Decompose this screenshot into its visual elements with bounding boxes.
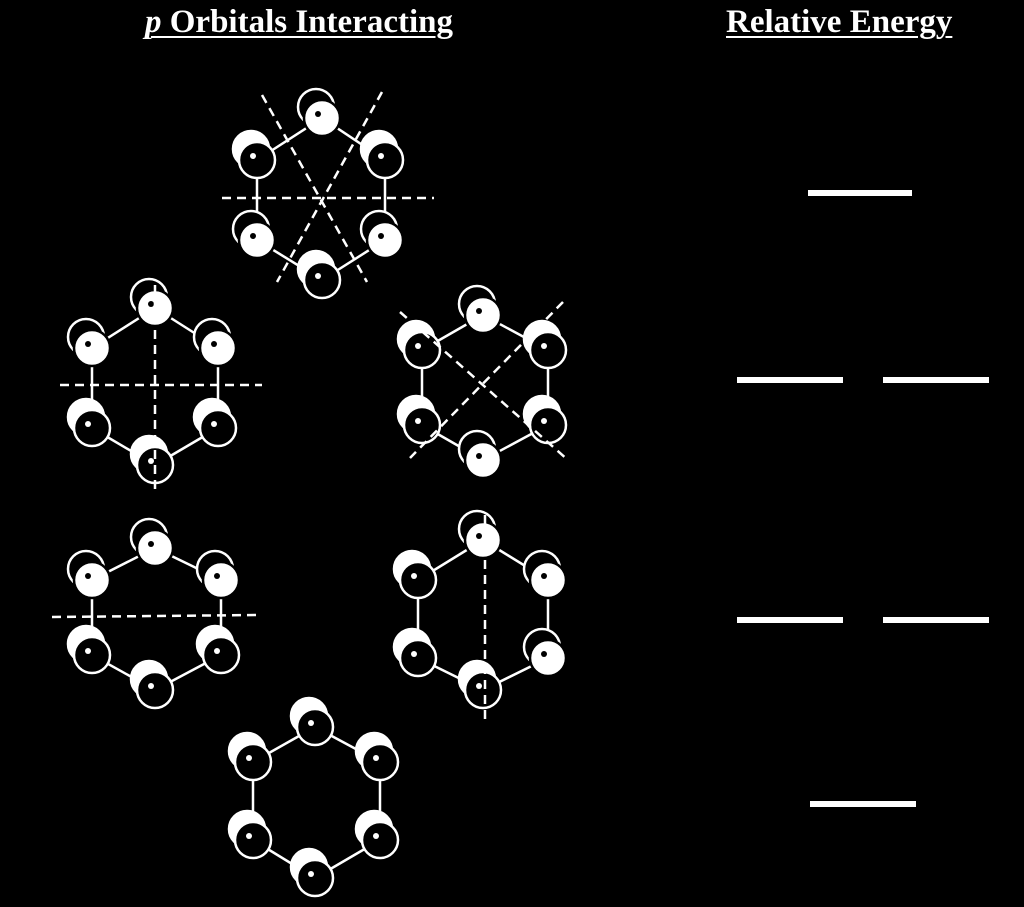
nucleus-dot: [411, 573, 417, 579]
p-orbital-white-front: [233, 211, 275, 258]
orbital-ring-pi3: [394, 511, 566, 708]
nucleus-dot: [415, 418, 421, 424]
front-lobe: [203, 562, 239, 598]
nucleus-dot: [541, 418, 547, 424]
front-lobe: [74, 637, 110, 673]
nucleus-dot: [85, 341, 91, 347]
nucleus-dot: [211, 341, 217, 347]
front-lobe: [367, 222, 403, 258]
nucleus-dot: [541, 343, 547, 349]
p-orbital-black-front: [298, 251, 340, 298]
p-orbital-white-front: [197, 551, 239, 598]
p-orbital-white-front: [68, 319, 110, 366]
front-lobe: [304, 100, 340, 136]
p-orbital-black-front: [229, 733, 271, 780]
p-orbital-white-front: [68, 551, 110, 598]
front-lobe: [137, 530, 173, 566]
front-lobe: [200, 410, 236, 446]
front-lobe: [530, 407, 566, 443]
front-lobe: [74, 410, 110, 446]
front-lobe: [362, 822, 398, 858]
front-lobe: [297, 860, 333, 896]
front-lobe: [235, 744, 271, 780]
front-lobe: [400, 562, 436, 598]
p-orbital-black-front: [131, 436, 173, 483]
nucleus-dot: [250, 153, 256, 159]
nucleus-dot: [411, 651, 417, 657]
nucleus-dot: [214, 648, 220, 654]
front-lobe: [239, 222, 275, 258]
front-lobe: [530, 332, 566, 368]
nucleus-dot: [85, 573, 91, 579]
front-lobe: [203, 637, 239, 673]
front-lobe: [235, 822, 271, 858]
front-lobe: [530, 640, 566, 676]
front-lobe: [404, 407, 440, 443]
p-orbital-black-front: [398, 396, 440, 443]
front-lobe: [137, 672, 173, 708]
orbitals-heading-text: Orbitals Interacting: [161, 4, 453, 40]
p-orbital-white-front: [194, 319, 236, 366]
nucleus-dot: [148, 458, 154, 464]
nucleus-dot: [373, 833, 379, 839]
nucleus-dot: [250, 233, 256, 239]
orbital-ring-pi5: [398, 286, 566, 478]
nucleus-dot: [148, 541, 154, 547]
nucleus-dot: [373, 755, 379, 761]
nucleus-dot: [541, 651, 547, 657]
p-orbital-black-front: [361, 131, 403, 178]
p-orbital-black-front: [68, 399, 110, 446]
nucleus-dot: [85, 648, 91, 654]
p-orbital-white-front: [524, 551, 566, 598]
front-lobe: [400, 640, 436, 676]
nucleus-dot: [308, 720, 314, 726]
nucleus-dot: [148, 301, 154, 307]
nucleus-dot: [315, 111, 321, 117]
front-lobe: [465, 442, 501, 478]
nucleus-dot: [476, 683, 482, 689]
nucleus-dot: [476, 533, 482, 539]
front-lobe: [304, 262, 340, 298]
p-orbital-black-front: [233, 131, 275, 178]
front-lobe: [367, 142, 403, 178]
p-orbital-black-front: [524, 321, 566, 368]
nucleus-dot: [214, 573, 220, 579]
nucleus-dot: [378, 233, 384, 239]
p-orbital-white-front: [131, 519, 173, 566]
nucleus-dot: [476, 308, 482, 314]
p-orbital-black-front: [459, 661, 501, 708]
front-lobe: [404, 332, 440, 368]
p-orbital-black-front: [197, 626, 239, 673]
nucleus-dot: [308, 871, 314, 877]
nucleus-dot: [476, 453, 482, 459]
front-lobe: [239, 142, 275, 178]
p-orbital-black-front: [394, 551, 436, 598]
front-lobe: [297, 709, 333, 745]
nucleus-dot: [85, 421, 91, 427]
nucleus-dot: [378, 153, 384, 159]
nucleus-dot: [211, 421, 217, 427]
energy-heading: Relative Energy: [726, 4, 953, 40]
orbital-ring-pi2: [68, 519, 239, 708]
p-orbital-white-front: [524, 629, 566, 676]
nucleus-dot: [315, 273, 321, 279]
front-lobe: [465, 522, 501, 558]
p-orbital-white-front: [459, 431, 501, 478]
nucleus-dot: [415, 343, 421, 349]
orbitals-heading-italic: p: [145, 4, 162, 40]
p-orbital-black-front: [398, 321, 440, 368]
nucleus-dot: [246, 833, 252, 839]
orbital-ring-pi1: [229, 698, 398, 896]
nucleus-dot: [541, 573, 547, 579]
front-lobe: [362, 744, 398, 780]
p-orbital-black-front: [291, 849, 333, 896]
orbital-ring-pi4: [68, 279, 236, 483]
p-orbital-black-front: [394, 629, 436, 676]
nucleus-dot: [246, 755, 252, 761]
p-orbital-black-front: [229, 811, 271, 858]
p-orbital-black-front: [356, 733, 398, 780]
front-lobe: [530, 562, 566, 598]
front-lobe: [74, 562, 110, 598]
p-orbital-black-front: [68, 626, 110, 673]
nodal-plane-line: [52, 615, 260, 617]
front-lobe: [465, 672, 501, 708]
front-lobe: [200, 330, 236, 366]
front-lobe: [74, 330, 110, 366]
front-lobe: [465, 297, 501, 333]
nucleus-dot: [148, 683, 154, 689]
p-orbital-black-front: [131, 661, 173, 708]
